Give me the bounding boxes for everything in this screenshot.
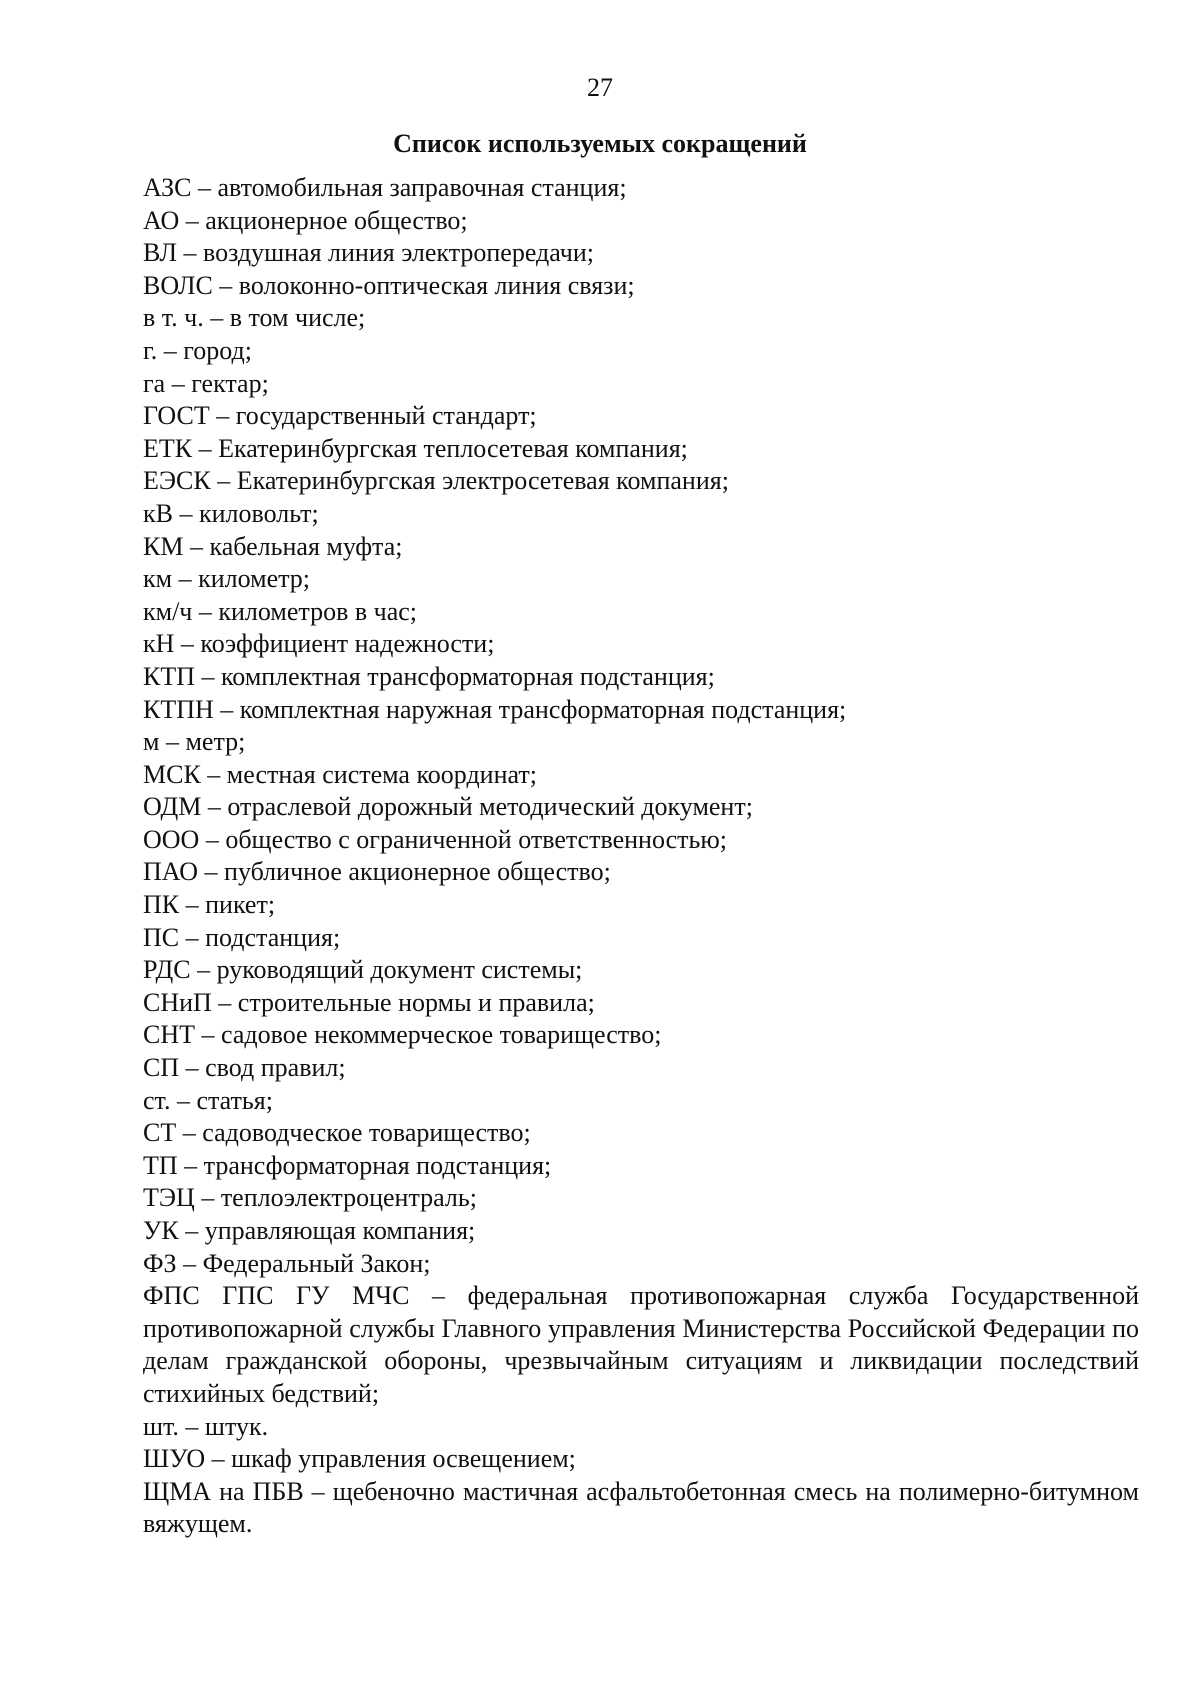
abbreviation-entry: СНиП – строительные нормы и правила; — [143, 987, 595, 1017]
abbreviation-entry: кН – коэффициент надежности; — [143, 629, 495, 659]
abbreviation-entry: СНТ – садовое некоммерческое товарищество; — [143, 1020, 662, 1050]
abbreviation-entry: СП – свод правил; — [143, 1053, 346, 1083]
page-title: Список используемых сокращений — [393, 129, 807, 158]
abbreviation-entry: кВ – киловольт; — [143, 498, 319, 528]
abbreviation-entry: ШУО – шкаф управления освещением; — [143, 1444, 576, 1474]
abbreviation-entry: СТ – садоводческое товарищество; — [143, 1118, 531, 1148]
abbreviation-entry: АЗС – автомобильная заправочная станция; — [143, 173, 627, 202]
abbreviation-entry: в т. ч. – в том числе; — [143, 303, 366, 333]
abbreviation-entry: ПС – подстанция; — [143, 922, 341, 952]
abbreviation-entry: ПАО – публичное акционерное общество; — [143, 857, 611, 887]
abbreviation-entry: ЕЭСК – Екатеринбургская электросетевая компания; — [143, 466, 729, 496]
abbreviation-entry: ТП – трансформаторная подстанция; — [143, 1150, 552, 1180]
abbreviation-entry: га – гектар; — [143, 368, 269, 398]
abbreviation-entry: ООО – общество с ограниченной ответственностью; — [143, 824, 728, 854]
abbreviation-entry: ФЗ – Федеральный Закон; — [143, 1248, 431, 1278]
abbreviation-entry: КТП – комплектная трансформаторная подстанция; — [143, 661, 715, 691]
abbreviation-entry: ТЭЦ – теплоэлектроцентраль; — [143, 1183, 477, 1213]
abbreviation-entry: км/ч – километров в час; — [143, 596, 418, 626]
abbreviation-entry: км – километр; — [143, 564, 311, 594]
abbreviation-entry: КМ – кабельная муфта; — [143, 531, 403, 561]
abbreviation-entry: РДС – руководящий документ системы; — [143, 955, 583, 985]
abbreviation-entry: шт. – штук. — [143, 1411, 269, 1441]
abbreviation-entry: г. – город; — [143, 335, 252, 365]
abbreviation-entry: ВОЛС – волоконно-оптическая линия связи; — [143, 270, 635, 300]
abbreviation-entry: ОДМ – отраслевой дорожный методический документ; — [143, 792, 753, 822]
abbreviation-entry: ГОСТ – государственный стандарт; — [143, 401, 537, 431]
abbreviation-entry: КТПН – комплектная наружная трансформаторная подстанция; — [143, 694, 847, 724]
abbreviation-entry: м – метр; — [143, 727, 246, 757]
abbreviation-entry: ЕТК – Екатеринбургская теплосетевая компания; — [143, 433, 688, 463]
abbreviation-entry: ФПС ГПС ГУ МЧС – федеральная противопожарная служба Государственной противопожарной службы Главного управления Министерства Российской Федерации по делам гражданской обороны, чрезвычайным ситуациям и ликвидации последствий стихийных бедствий; — [143, 1281, 1139, 1408]
abbreviation-entry: ст. – статья; — [143, 1085, 273, 1115]
abbreviation-entry: МСК – местная система координат; — [143, 759, 537, 789]
abbreviation-entry: УК – управляющая компания; — [143, 1216, 476, 1245]
abbreviation-list — [143, 172, 1139, 1541]
abbreviation-entry: АО – акционерное общество; — [143, 205, 468, 235]
abbreviation-entry: ПК – пикет; — [143, 890, 276, 920]
page-number: 27 — [587, 73, 613, 102]
abbreviation-entry: ЩМА на ПБВ – щебеночно мастичная асфальтобетонная смесь на полимерно-битумном вяжущем. — [143, 1476, 1139, 1539]
abbreviation-entry: ВЛ – воздушная линия электропередачи; — [143, 238, 594, 268]
